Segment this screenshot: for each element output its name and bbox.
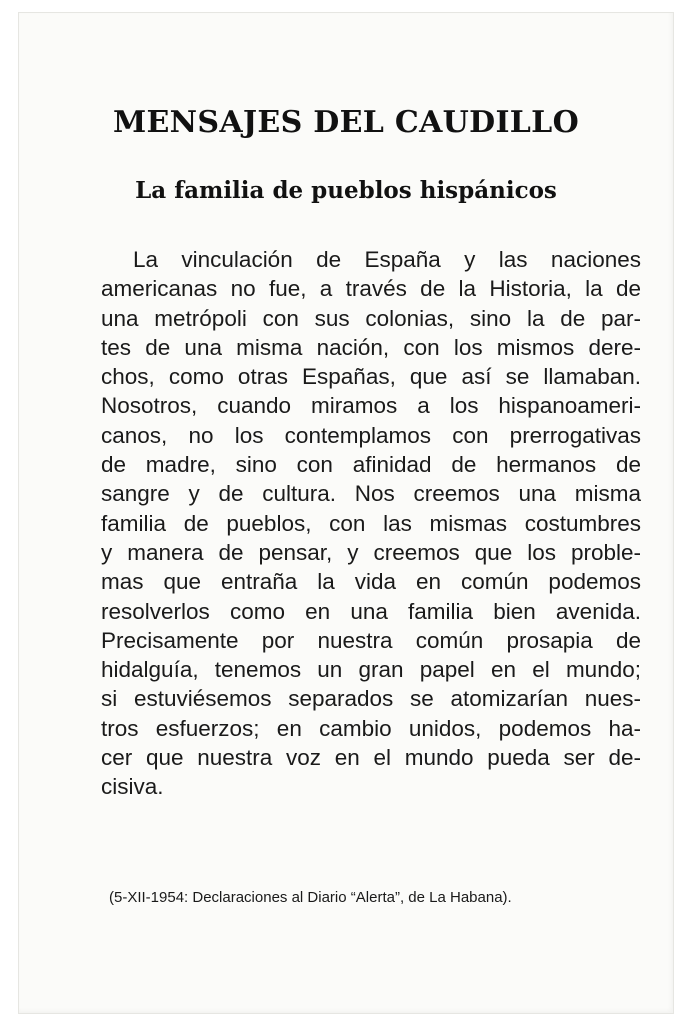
printed-card <box>18 12 674 1014</box>
body-line: americanas no fue, a través de la Historia, la de <box>101 276 641 302</box>
body-line: de madre, sino con afinidad de hermanos de <box>101 452 641 478</box>
body-line: familia de pueblos, con las mismas costumbres <box>101 510 641 536</box>
body-line: tes de una misma nación, con los mismos dere- <box>101 334 641 360</box>
body-line: cisiva. <box>101 774 164 800</box>
body-line: hidalguía, tenemos un gran papel en el mundo; <box>101 657 641 683</box>
body-line: una metrópoli con sus colonias, sino la de par- <box>101 305 641 331</box>
body-line: Nosotros, cuando miramos a los hispanoameri- <box>101 393 641 419</box>
body-line: y manera de pensar, y creemos que los proble- <box>101 539 641 565</box>
body-line: mas que entraña la vida en común podemos <box>101 569 641 595</box>
body-line: resolverlos como en una familia bien avenida. <box>101 598 641 624</box>
body-line: si estuviésemos separados se atomizarían nues- <box>101 686 641 712</box>
body-line: La vinculación de España y las naciones <box>133 247 641 272</box>
body-line: canos, no los contemplamos con prerrogativas <box>101 422 641 448</box>
body-paragraph <box>101 245 641 802</box>
document-subtitle: La familia de pueblos hispánicos <box>135 177 557 204</box>
body-line: Precisamente por nuestra común prosapia de <box>101 627 641 653</box>
document-title: MENSAJES DEL CAUDILLO <box>112 105 579 140</box>
body-line: tros esfuerzos; en cambio unidos, podemos ha- <box>101 715 641 741</box>
body-line: chos, como otras Españas, que así se llamaban. <box>101 364 641 390</box>
body-line: sangre y de cultura. Nos creemos una misma <box>101 481 641 507</box>
body-line: cer que nuestra voz en el mundo pueda ser de- <box>101 745 641 771</box>
citation-footnote: (5-XII-1954: Declaraciones al Diario “Alerta”, de La Habana). <box>109 889 512 906</box>
